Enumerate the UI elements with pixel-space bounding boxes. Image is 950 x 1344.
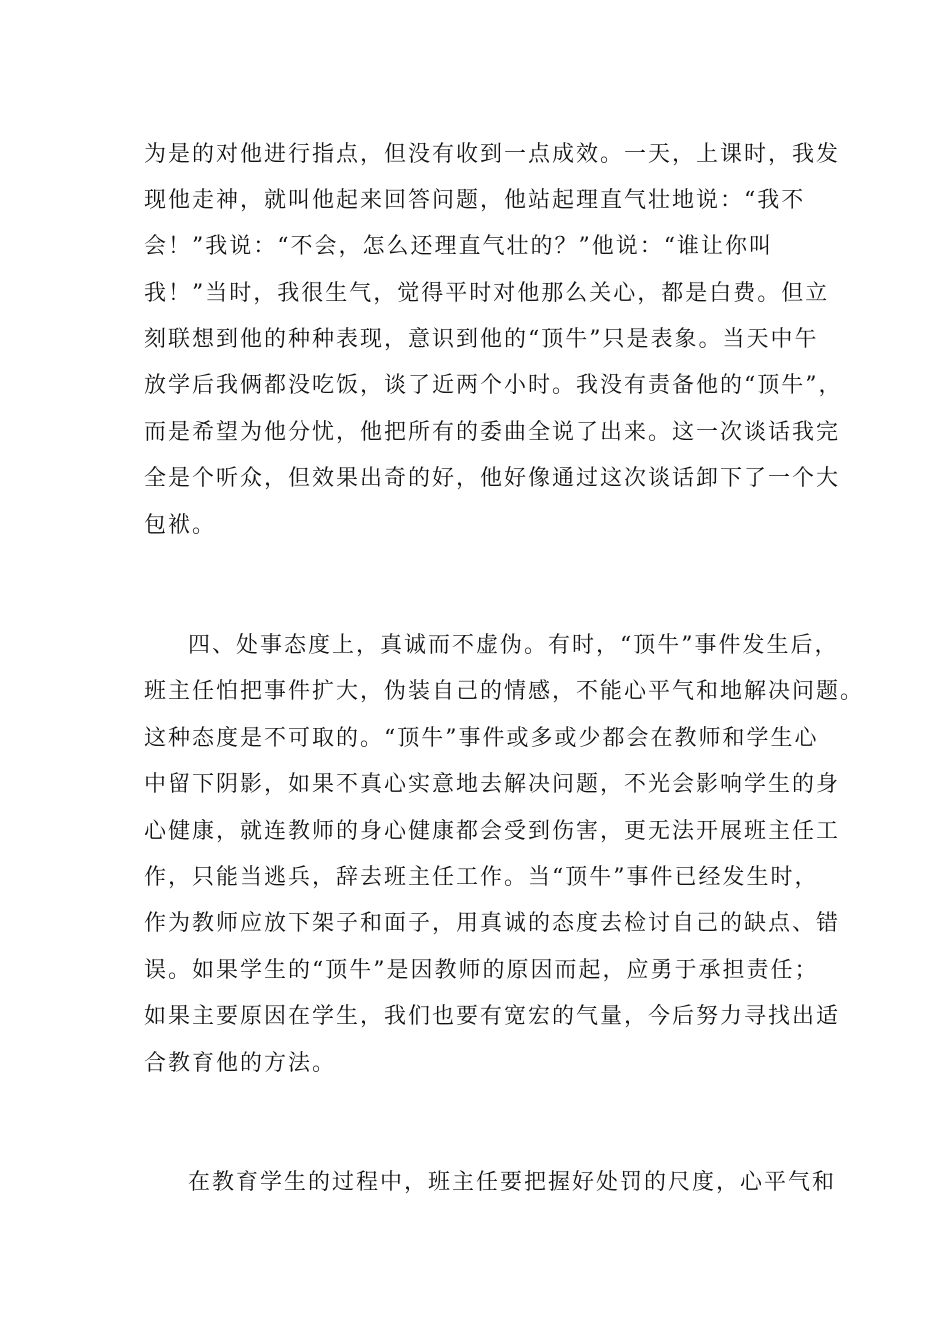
paragraph-line: 而是希望为他分忧，他把所有的委曲全说了出来。这一次谈话我完 — [144, 420, 841, 445]
paragraph-line: 合教育他的方法。 — [144, 1051, 337, 1076]
paragraph-line: 班主任怕把事件扩大，伪装自己的情感，不能心平气和地解决问题。 — [144, 679, 865, 704]
paragraph-line: 刻联想到他的种种表现，意识到他的“顶牛”只是表象。当天中午 — [144, 327, 819, 352]
paragraph-line: 作为教师应放下架子和面子，用真诚的态度去检讨自己的缺点、错 — [144, 911, 841, 936]
paragraph-line: 如果主要原因在学生，我们也要有宽宏的气量，今后努力寻找出适 — [144, 1004, 841, 1029]
paragraph-line: 为是的对他进行指点，但没有收到一点成效。一天，上课时，我发 — [144, 142, 841, 167]
paragraph-line: 会！”我说：“不会，怎么还理直气壮的？”他说：“谁让你叫 — [144, 234, 773, 259]
paragraph-line: 这种态度是不可取的。“顶牛”事件或多或少都会在教师和学生心 — [144, 726, 819, 751]
paragraph-line: 四、处事态度上，真诚而不虚伪。有时，“顶牛”事件发生后， — [188, 633, 839, 658]
paragraph-line: 心健康，就连教师的身心健康都会受到伤害，更无法开展班主任工 — [144, 819, 841, 844]
paragraph-line: 在教育学生的过程中，班主任要把握好处罚的尺度，心平气和 — [188, 1170, 837, 1195]
paragraph-line: 中留下阴影，如果不真心实意地去解决问题，不光会影响学生的身 — [144, 772, 841, 797]
paragraph-line: 我！”当时，我很生气，觉得平时对他那么关心，都是白费。但立 — [144, 281, 830, 306]
paragraph-line: 误。如果学生的“顶牛”是因教师的原因而起，应勇于承担责任； — [144, 958, 819, 983]
paragraph-line: 全是个听众，但效果出奇的好，他好像通过这次谈话卸下了一个大 — [144, 466, 841, 491]
paragraph-line: 作，只能当逃兵，辞去班主任工作。当“顶牛”事件已经发生时， — [144, 865, 819, 890]
paragraph-line: 包袱。 — [144, 513, 217, 538]
paragraph-line: 放学后我俩都没吃饭，谈了近两个小时。我没有责备他的“顶牛”， — [144, 373, 843, 398]
paragraph-line: 现他走神，就叫他起来回答问题，他站起理直气壮地说：“我不 — [144, 188, 806, 213]
